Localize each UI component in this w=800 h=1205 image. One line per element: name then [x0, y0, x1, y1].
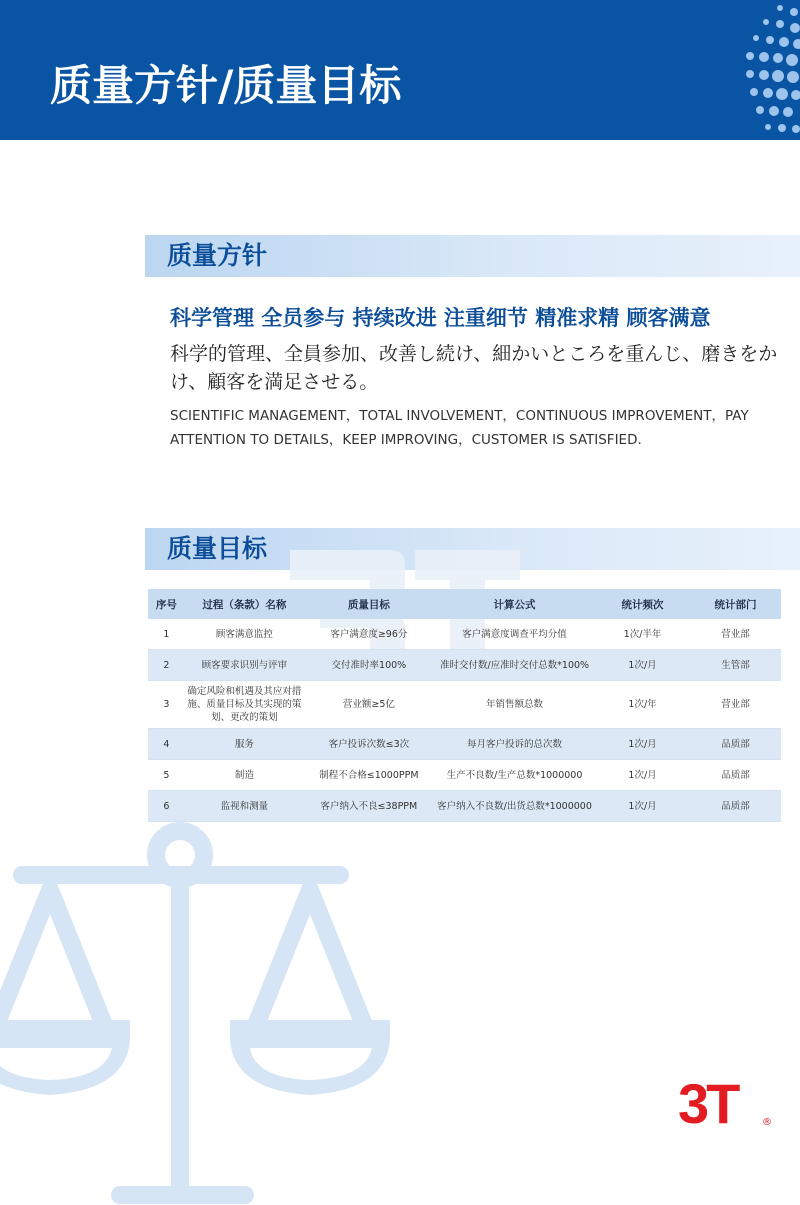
- policy-section-title: 质量方针: [167, 241, 268, 270]
- cell-department: 生管部: [690, 650, 781, 681]
- cell-frequency: 1次/月: [595, 729, 690, 760]
- cell-department: 营业部: [690, 681, 781, 729]
- cell-frequency: 1次/年: [595, 681, 690, 729]
- cell-goal: 营业额≥5亿: [304, 681, 434, 729]
- policy-english: SCIENTIFIC MANAGEMENT，TOTAL INVOLVEMENT，CONTINUOUS IMPROVEMENT，PAY ATTENTION TO DETAILS，KEEP IMPROVING，CUSTOMER IS SATISFIED.: [170, 408, 749, 448]
- policy-chinese: 科学管理 全员参与 持续改进 注重细节 精准求精 顾客满意: [170, 306, 711, 330]
- table-row: [148, 681, 781, 729]
- table-row: [148, 619, 781, 650]
- page-title: 质量方针/质量目标: [50, 61, 402, 110]
- cell-formula: 准时交付数/应准时交付总数*100%: [434, 650, 595, 681]
- policy-section-bar: [145, 235, 800, 277]
- cell-department: 营业部: [690, 619, 781, 650]
- cell-index: 3: [148, 681, 185, 729]
- header-cell-index: 序号: [148, 589, 185, 619]
- cell-process: 监视和测量: [185, 791, 304, 822]
- cell-process: 服务: [185, 729, 304, 760]
- cell-frequency: 1次/月: [595, 650, 690, 681]
- quality-goals-table: [148, 589, 781, 822]
- cell-index: 1: [148, 619, 185, 650]
- header-cell-process: 过程（条款）名称: [185, 589, 304, 619]
- balance-scale-illustration: [0, 820, 420, 1205]
- cell-department: 品质部: [690, 760, 781, 791]
- cell-department: 品质部: [690, 729, 781, 760]
- cell-formula: 客户纳入不良数/出货总数*1000000: [434, 791, 595, 822]
- cell-goal: 客户投诉次数≤3次: [304, 729, 434, 760]
- cell-formula: 客户满意度调查平均分值: [434, 619, 595, 650]
- cell-goal: 客户满意度≥96分: [304, 619, 434, 650]
- cell-process: 顾客要求识别与评审: [185, 650, 304, 681]
- cell-frequency: 1次/月: [595, 760, 690, 791]
- header-cell-formula: 计算公式: [434, 589, 595, 619]
- cell-department: 品质部: [690, 791, 781, 822]
- table-row: [148, 760, 781, 791]
- cell-goal: 客户纳入不良≤38PPM: [304, 791, 434, 822]
- table-row: [148, 650, 781, 681]
- table-row: [148, 729, 781, 760]
- 3t-logo: 3T: [678, 1072, 738, 1135]
- cell-index: 2: [148, 650, 185, 681]
- cell-process: 制造: [185, 760, 304, 791]
- cell-goal: 制程不合格≤1000PPM: [304, 760, 434, 791]
- table-header-row: [148, 589, 781, 619]
- cell-formula: 每月客户投诉的总次数: [434, 729, 595, 760]
- cell-frequency: 1次/月: [595, 791, 690, 822]
- cell-process: 确定风险和机遇及其应对措施、质量目标及其实现的策划、更改的策划: [185, 681, 304, 729]
- goals-section-title: 质量目标: [167, 534, 268, 563]
- cell-process: 顾客满意监控: [185, 619, 304, 650]
- header-cell-goal: 质量目标: [304, 589, 434, 619]
- cell-index: 6: [148, 791, 185, 822]
- policy-japanese: 科学的管理、全員参加、改善し続け、細かいところを重んじ、磨きをかけ、顧客を満足させる。: [170, 343, 778, 393]
- cell-formula: 年销售额总数: [434, 681, 595, 729]
- registered-mark: ®: [762, 1117, 772, 1128]
- header-banner: [0, 0, 800, 140]
- dot-pattern-decoration: [710, 0, 800, 140]
- header-cell-frequency: 统计频次: [595, 589, 690, 619]
- table-row: [148, 791, 781, 822]
- cell-formula: 生产不良数/生产总数*1000000: [434, 760, 595, 791]
- cell-goal: 交付准时率100%: [304, 650, 434, 681]
- header-cell-department: 统计部门: [690, 589, 781, 619]
- cell-frequency: 1次/半年: [595, 619, 690, 650]
- cell-index: 4: [148, 729, 185, 760]
- cell-index: 5: [148, 760, 185, 791]
